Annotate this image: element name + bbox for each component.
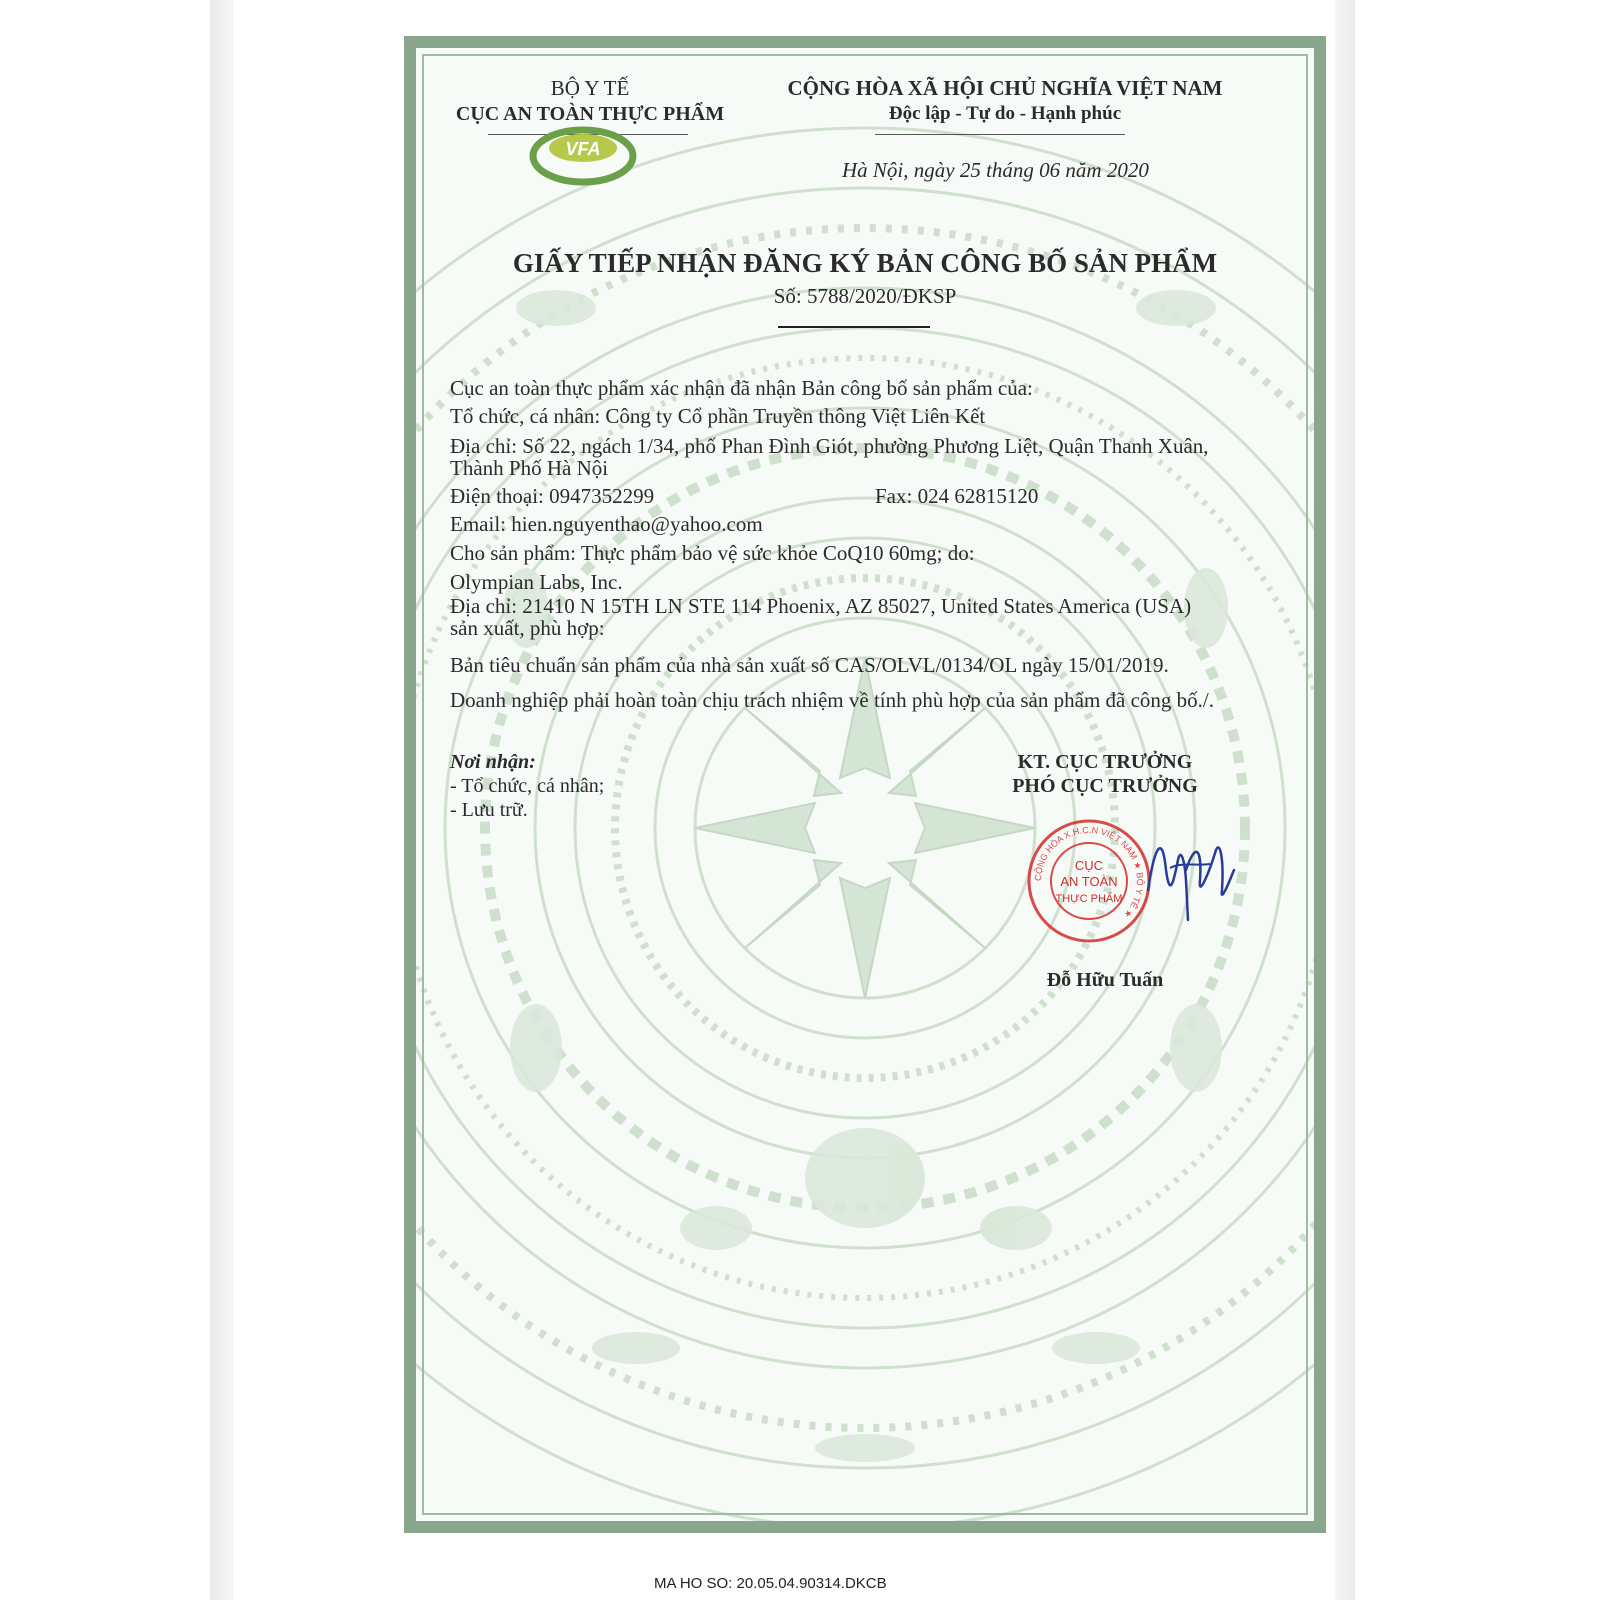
- recipients-label: Nơi nhận:: [450, 751, 536, 773]
- address-line-1: Địa chỉ: Số 22, ngách 1/34, phố Phan Đình Giót, phường Phương Liệt, Quận Thanh Xuân,: [450, 434, 1209, 458]
- document-title: GIẤY TIẾP NHẬN ĐĂNG KÝ BẢN CÔNG BỐ SẢN PHẨM: [512, 248, 1218, 278]
- national-motto: Độc lập - Tự do - Hạnh phúc: [888, 103, 1122, 124]
- standard-line: Bản tiêu chuẩn sản phẩm của nhà sản xuất số CAS/OLVL/0134/OL ngày 15/01/2019.: [450, 653, 1169, 677]
- fax-line: Fax: 024 62815120: [875, 484, 1039, 508]
- address-line-2: Thành Phố Hà Nội: [450, 456, 609, 480]
- official-stamp: [1024, 816, 1154, 946]
- manufacturer-line: Olympian Labs, Inc.: [450, 570, 623, 594]
- place-date: Hà Nội, ngày 25 tháng 06 năm 2020: [842, 158, 1149, 182]
- signer-name: Đỗ Hữu Tuấn: [1046, 969, 1164, 991]
- manufacturer-address-line: Địa chỉ: 21410 N 15TH LN STE 114 Phoenix, AZ 85027, United States America (USA): [450, 594, 1192, 618]
- file-code: MA HO SO: 20.05.04.90314.DKCB: [654, 1575, 887, 1592]
- responsibility-line: Doanh nghiệp phải hoàn toàn chịu trách nhiệm về tính phù hợp của sản phẩm đã công bố./.: [450, 688, 1214, 712]
- signer-title-1: KT. CỤC TRƯỞNG: [1017, 751, 1193, 773]
- signer-title-2: PHÓ CỤC TRƯỞNG: [1012, 775, 1198, 797]
- recipient-item: - Lưu trữ.: [450, 799, 528, 821]
- product-line: Cho sản phẩm: Thực phẩm bảo vệ sức khỏe CoQ10 60mg; do:: [450, 541, 975, 565]
- stamp-ring-text: CỘNG HÒA X.H.C.N VIỆT NAM ★ BỘ Y TẾ ★: [1032, 824, 1146, 920]
- handwritten-signature: [1140, 810, 1240, 930]
- phone-line: Điện thoại: 0947352299: [450, 484, 655, 508]
- organization-line: Tổ chức, cá nhân: Công ty Cổ phần Truyền thông Việt Liên Kết: [450, 404, 986, 428]
- page-shadow-left: [210, 0, 234, 1600]
- department-name: CỤC AN TOÀN THỰC PHẨM: [455, 103, 725, 125]
- stamp-center-text: AN TOÀN: [1060, 874, 1118, 889]
- recipient-item: - Tổ chức, cá nhân;: [450, 775, 605, 797]
- ministry-name: BỘ Y TẾ: [550, 76, 630, 100]
- stamp-center-text: CỤC: [1074, 858, 1104, 873]
- page-shadow-right: [1335, 0, 1355, 1600]
- country-name: CỘNG HÒA XÃ HỘI CHỦ NGHĨA VIỆT NAM: [787, 76, 1223, 100]
- vfa-logo: [528, 126, 638, 186]
- email-line: Email: hien.nguyenthao@yahoo.com: [450, 512, 763, 536]
- stamp-center-text: THỰC PHẨM: [1055, 893, 1123, 905]
- produced-line: sản xuất, phù hợp:: [450, 616, 605, 640]
- intro-line: Cục an toàn thực phẩm xác nhận đã nhận Bản công bố sản phẩm của:: [450, 376, 1033, 400]
- title-rule: [778, 326, 930, 328]
- document-number: Số: 5788/2020/ĐKSP: [773, 284, 957, 308]
- logo-text: VFA: [565, 139, 601, 159]
- header-right-rule: [875, 134, 1125, 135]
